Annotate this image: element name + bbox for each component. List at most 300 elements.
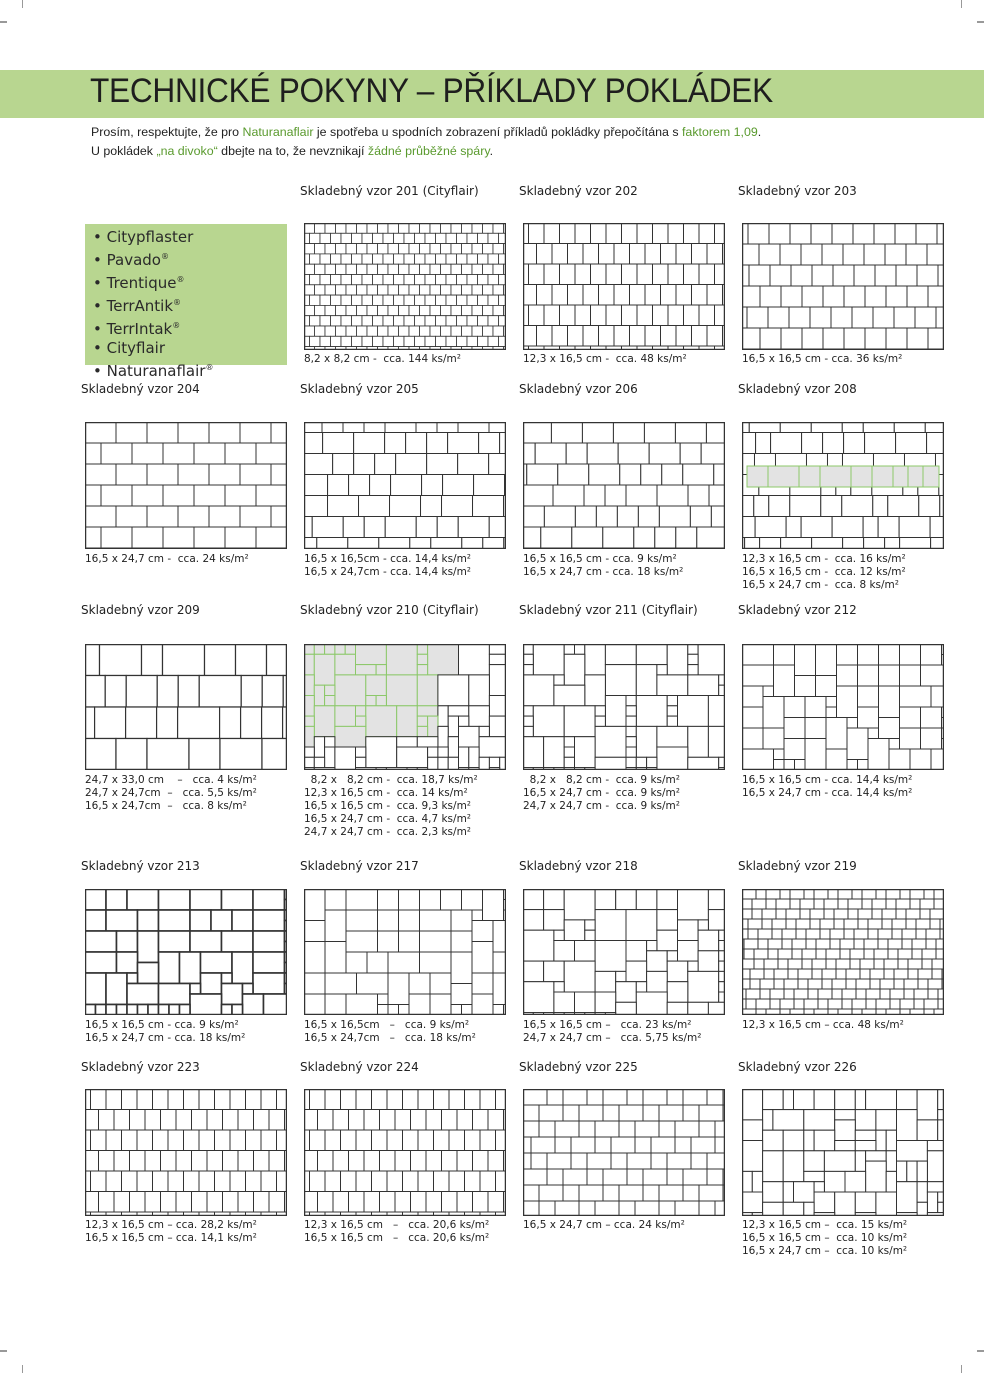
paving-stone: [441, 285, 452, 295]
paving-stone: [238, 1151, 254, 1172]
pattern-label: Skladebný vzor 213: [81, 859, 200, 873]
brand-name: TerrAntik: [106, 297, 174, 315]
paving-stone: [356, 1089, 372, 1110]
paving-stone: [246, 1130, 262, 1151]
paving-stone: [873, 307, 894, 328]
paving-stone: [304, 1110, 318, 1131]
pattern-label: Skladebný vzor 208: [738, 382, 857, 396]
paving-stone: [378, 1005, 389, 1016]
intro-line-1: [91, 123, 761, 142]
highlighted-stone: [908, 466, 923, 487]
paving-stone: [742, 328, 760, 349]
paving-stone: [918, 969, 932, 979]
paving-stone: [378, 326, 389, 336]
paving-stone: [325, 1130, 341, 1151]
paving-stone: [879, 665, 900, 686]
paving-stone: [783, 1130, 804, 1151]
paving-stone: [564, 747, 574, 757]
paving-stone: [114, 1110, 130, 1131]
paving-stone: [888, 496, 919, 517]
paving-stone: [85, 464, 116, 485]
paving-stone: [864, 538, 885, 550]
paving-stone: [617, 506, 638, 527]
paving-stone: [879, 644, 900, 665]
paving-stone: [756, 433, 771, 454]
paving-stone: [409, 264, 420, 274]
paving-stone: [678, 696, 709, 727]
paving-stone: [558, 464, 589, 485]
registered-mark: ®: [173, 298, 182, 307]
consumption-note: 24,7 x 24,7cm – cca. 5,5 ks/m²: [85, 787, 257, 799]
paving-stone: [387, 1130, 403, 1151]
paving-stone: [310, 254, 321, 264]
pattern-notes: [742, 774, 912, 800]
paving-stone: [387, 1171, 403, 1192]
paving-stone: [425, 233, 436, 243]
paving-stone: [457, 1192, 473, 1213]
paving-stone: [831, 307, 852, 328]
paving-stone: [742, 1141, 763, 1172]
paving-stone: [462, 285, 473, 295]
pattern-label: Skladebný vzor 218: [519, 859, 638, 873]
pattern-label: Skladebný vzor 224: [300, 1060, 419, 1074]
paving-stone: [708, 726, 725, 757]
paving-stone: [304, 433, 323, 454]
paving-stone: [436, 275, 447, 285]
paving-stone: [441, 244, 452, 254]
paving-stone: [153, 1130, 169, 1151]
paving-stone: [804, 1130, 814, 1151]
paving-stone: [659, 1185, 683, 1201]
paving-stone: [341, 1171, 357, 1192]
paving-stone: [304, 921, 325, 942]
paving-stone: [462, 889, 483, 910]
brand-list: [85, 224, 287, 381]
paving-stone: [742, 686, 763, 707]
paving-stone: [707, 1089, 723, 1105]
paving-stone: [788, 959, 802, 969]
consumption-note: 8,2 x 8,2 cm - cca. 18,7 ks/m²: [304, 774, 478, 786]
paving-stone: [585, 920, 595, 930]
paving-stone: [472, 264, 483, 274]
paving-stone: [661, 326, 677, 347]
paving-stone: [564, 737, 574, 747]
paving-stone: [921, 665, 945, 686]
highlighted-stone: [923, 466, 939, 487]
paving-stone: [657, 665, 667, 675]
pattern-card: [300, 859, 506, 1045]
paving-stone: [318, 1192, 334, 1213]
paving-stone: [325, 994, 346, 1015]
highlighted-stone: [417, 644, 427, 654]
paving-stone: [626, 726, 636, 736]
paving-stone: [900, 686, 932, 707]
paving-stone: [493, 285, 504, 295]
paving-stone: [137, 1171, 153, 1192]
paving-stone: [465, 1171, 481, 1192]
paving-stone: [886, 1130, 896, 1151]
paving-stone: [106, 973, 127, 1005]
paving-stone: [707, 1153, 725, 1169]
paving-stone: [352, 254, 363, 264]
paving-stone: [331, 316, 342, 326]
paving-stone: [626, 747, 636, 757]
paving-stone: [810, 909, 824, 919]
paving-stone: [380, 1110, 396, 1131]
paving-stone: [554, 930, 564, 940]
paving-stone: [178, 506, 209, 527]
paving-stone: [760, 328, 781, 349]
paving-stone: [688, 485, 709, 506]
paving-stone: [627, 1153, 651, 1169]
paving-stone: [395, 1110, 411, 1131]
paving-stone: [928, 328, 944, 349]
paving-stone: [85, 910, 106, 931]
paving-stone: [483, 889, 504, 921]
paving-stone: [523, 443, 535, 464]
paving-stone: [489, 644, 506, 654]
paving-stone: [449, 1171, 465, 1192]
paving-stone: [794, 1182, 815, 1203]
paving-stone: [243, 984, 254, 995]
paving-stone: [564, 644, 574, 654]
paving-stone: [426, 1192, 442, 1213]
highlighted-stone: [386, 644, 417, 675]
paving-stone: [323, 433, 354, 454]
paving-stone: [763, 1202, 784, 1216]
paving-stone: [100, 644, 142, 676]
paving-stone: [834, 909, 848, 919]
paving-stone: [931, 538, 944, 550]
paving-stone: [451, 910, 472, 931]
paving-stone: [616, 982, 637, 1003]
paving-stone: [575, 992, 596, 1013]
paving-stone: [396, 454, 427, 475]
pattern-label: Skladebný vzor 202: [519, 184, 638, 198]
paving-stone: [366, 737, 397, 768]
paving-stone: [837, 644, 858, 665]
paving-stone: [261, 1130, 277, 1151]
pattern-diagram: [85, 644, 287, 770]
paving-stone: [780, 999, 794, 1009]
paving-stone: [795, 760, 806, 771]
paving-stone: [346, 952, 367, 973]
paving-stone: [688, 726, 709, 757]
paving-stone: [85, 1110, 99, 1131]
paving-stone: [786, 909, 800, 919]
paving-stone: [818, 989, 832, 999]
paving-stone: [613, 422, 644, 443]
paving-stone: [489, 696, 506, 717]
paving-stone: [201, 973, 222, 994]
paving-stone: [159, 910, 191, 931]
highlighted-stone: [872, 466, 893, 487]
paving-stone: [897, 1089, 918, 1110]
paving-stone: [603, 527, 634, 548]
paving-stone: [253, 931, 285, 952]
paving-stone: [304, 285, 315, 295]
paving-stone: [253, 952, 285, 973]
paving-stone: [459, 726, 480, 747]
paving-stone: [875, 265, 896, 286]
paving-stone: [483, 538, 504, 550]
pattern-card: [519, 184, 725, 366]
paving-stone: [910, 749, 931, 770]
paving-stone: [698, 930, 719, 951]
paving-stone: [595, 971, 616, 992]
paving-stone: [399, 910, 420, 931]
paving-stone: [812, 538, 843, 550]
intro-text-segment: je spotřeba u spodních zobrazení příkladů pokládky přepočítána s: [313, 125, 682, 139]
paving-stone: [436, 233, 447, 243]
paving-stone: [622, 305, 638, 326]
paving-stone: [399, 244, 410, 254]
paving-stone: [804, 1151, 825, 1172]
paving-stone: [462, 1005, 473, 1016]
paving-stone: [667, 706, 677, 716]
pattern-diagram: [304, 889, 506, 1015]
paving-stone: [843, 538, 864, 550]
paving-stone: [493, 244, 504, 254]
paving-stone: [926, 929, 940, 939]
paving-stone: [659, 1105, 683, 1121]
paving-stone: [442, 1192, 458, 1213]
paving-stone: [868, 919, 882, 929]
paving-stone: [399, 1005, 410, 1016]
paving-stone: [868, 739, 889, 771]
paving-stone: [446, 316, 457, 326]
paving-stone: [805, 697, 826, 718]
paving-stone: [99, 1192, 115, 1213]
paving-stone: [488, 254, 499, 264]
paving-stone: [403, 1171, 419, 1192]
paving-stone: [742, 433, 756, 454]
paving-stone: [552, 244, 568, 265]
paving-stone: [271, 464, 287, 485]
paving-stone: [425, 316, 436, 326]
paving-stone: [647, 757, 657, 767]
paving-stone: [215, 1171, 231, 1192]
consumption-note: 12,3 x 16,5 cm – cca. 15 ks/m²: [742, 1219, 908, 1231]
paving-stone: [886, 1171, 896, 1192]
paving-stone: [653, 223, 669, 244]
paving-stone: [641, 464, 662, 485]
paving-stone: [236, 644, 267, 676]
paving-stone: [373, 254, 384, 264]
paving-stone: [357, 264, 368, 274]
paving-stone: [207, 1151, 223, 1172]
paving-stone: [446, 233, 457, 243]
paving-stone: [541, 527, 572, 548]
pattern-notes: [85, 553, 249, 566]
paving-stone: [697, 527, 725, 548]
paving-stone: [876, 889, 886, 899]
paving-stone: [127, 984, 159, 1005]
paving-stone: [395, 1151, 411, 1172]
paving-stone: [106, 1130, 122, 1151]
paving-stone: [838, 889, 852, 899]
pattern-card: [519, 603, 725, 813]
pattern-diagram: [304, 644, 506, 770]
pattern-label: Skladebný vzor 219: [738, 859, 857, 873]
paving-stone: [754, 496, 769, 517]
paving-stone: [634, 527, 655, 548]
paving-stone: [667, 644, 688, 675]
paving-stone: [159, 952, 180, 984]
paving-stone: [420, 223, 431, 233]
paving-stone: [438, 675, 469, 706]
paving-stone: [605, 665, 636, 696]
paving-stone: [879, 686, 900, 718]
paving-stone: [688, 654, 698, 664]
paving-stone: [575, 644, 585, 654]
paving-stone: [564, 889, 595, 920]
paving-stone: [897, 1110, 918, 1141]
paving-stone: [349, 1192, 365, 1213]
pattern-diagram: [742, 644, 944, 770]
paving-stone: [676, 285, 692, 306]
highlighted-stone: [366, 696, 376, 706]
paving-stone: [742, 889, 756, 899]
pattern-diagram: [85, 422, 287, 549]
paving-stone: [870, 969, 884, 979]
paving-stone: [483, 244, 494, 254]
paving-stone: [912, 939, 926, 949]
paving-stone: [846, 969, 860, 979]
paving-stone: [900, 728, 921, 749]
paving-stone: [451, 305, 462, 315]
paving-stone: [523, 910, 544, 931]
paving-stone: [662, 464, 683, 485]
paving-stone: [801, 244, 822, 265]
paving-stone: [318, 1110, 334, 1131]
paving-stone: [420, 326, 431, 336]
paving-stone: [667, 1089, 683, 1105]
paving-stone: [467, 254, 478, 264]
paving-stone: [357, 326, 368, 336]
paving-stone: [523, 1201, 539, 1216]
brand-list-box: [85, 224, 287, 380]
paving-stone: [814, 1130, 835, 1151]
paving-stone: [411, 1110, 427, 1131]
paving-stone: [304, 305, 315, 315]
pattern-notes: [523, 1019, 702, 1045]
paving-stone: [523, 1121, 539, 1137]
paving-stone: [864, 939, 878, 949]
highlighted-stone: [851, 466, 872, 487]
paving-stone: [223, 1110, 239, 1131]
paving-stone: [826, 749, 847, 770]
paving-stone: [388, 244, 399, 254]
paving-stone: [605, 485, 626, 506]
paving-stone: [310, 316, 321, 326]
paving-stone: [897, 1182, 918, 1213]
paving-stone: [425, 254, 436, 264]
paving-stone: [434, 1171, 450, 1192]
paving-stone: [523, 737, 544, 768]
paving-stone: [837, 665, 858, 686]
paving-stone: [478, 275, 489, 285]
paving-stone: [169, 1005, 180, 1016]
paving-stone: [378, 931, 399, 952]
paving-stone: [192, 1192, 208, 1213]
paving-stone: [928, 286, 944, 307]
paving-stone: [357, 223, 368, 233]
paving-stone: [657, 910, 678, 931]
paving-stone: [130, 1192, 146, 1213]
highlighted-stone: [356, 644, 387, 665]
paving-stone: [568, 285, 584, 306]
paving-stone: [554, 982, 564, 992]
paving-stone: [774, 969, 788, 979]
paving-stone: [605, 696, 626, 727]
paving-stone: [560, 305, 576, 326]
paving-stone: [826, 949, 840, 959]
highlighted-stone: [376, 665, 386, 675]
paving-stone: [585, 644, 606, 675]
paving-stone: [626, 910, 657, 941]
pattern-diagram: [523, 422, 725, 549]
highlighted-stone: [820, 466, 851, 487]
consumption-note: 16,5 x 16,5 cm - cca. 9 ks/m²: [523, 553, 677, 565]
paving-stone: [622, 223, 638, 244]
paving-stone: [478, 316, 489, 326]
paving-stone: [715, 1121, 725, 1137]
paving-stone: [341, 1089, 357, 1110]
highlighted-stone: [314, 654, 335, 685]
pattern-label: Skladebný vzor 205: [300, 382, 419, 396]
brand-item: [93, 247, 287, 270]
paving-stone: [890, 989, 904, 999]
paving-stone: [325, 264, 336, 274]
consumption-note: 16,5 x 24,7 cm - cca. 18 ks/m²: [85, 1032, 246, 1044]
paving-stone: [568, 326, 584, 347]
paving-stone: [420, 931, 452, 952]
paving-stone: [707, 326, 723, 347]
paving-stone: [253, 889, 285, 910]
paving-stone: [583, 326, 599, 347]
paving-stone: [343, 422, 364, 433]
paving-stone: [636, 992, 667, 1015]
paving-stone: [346, 889, 378, 910]
paving-stone: [916, 223, 937, 244]
paving-stone: [826, 697, 837, 708]
paving-stone: [603, 1169, 627, 1185]
pattern-card: [519, 859, 725, 1045]
pattern-label: Skladebný vzor 211 (Cityflair): [519, 603, 698, 617]
paving-stone: [99, 1110, 115, 1131]
paving-stone: [304, 326, 315, 336]
paving-stone: [101, 443, 132, 464]
paving-stone: [866, 989, 880, 999]
paving-stone: [493, 973, 506, 1005]
paving-stone: [560, 223, 576, 244]
paving-stone: [544, 737, 565, 768]
highlighted-stone: [335, 644, 345, 654]
paving-stone: [858, 707, 879, 728]
consumption-note: 16,5 x 24,7 cm - cca. 4,7 ks/m²: [304, 813, 472, 825]
paving-stone: [668, 264, 684, 285]
paving-stone: [161, 1192, 177, 1213]
paving-stone: [168, 1089, 184, 1110]
pattern-label: Skladebný vzor 204: [81, 382, 200, 396]
paving-stone: [106, 910, 138, 931]
paving-stone: [537, 285, 553, 306]
paving-stone: [367, 305, 378, 315]
paving-stone: [397, 747, 428, 768]
consumption-note: 24,7 x 33,0 cm – cca. 4 ks/m²: [85, 774, 257, 786]
paving-stone: [85, 422, 116, 443]
